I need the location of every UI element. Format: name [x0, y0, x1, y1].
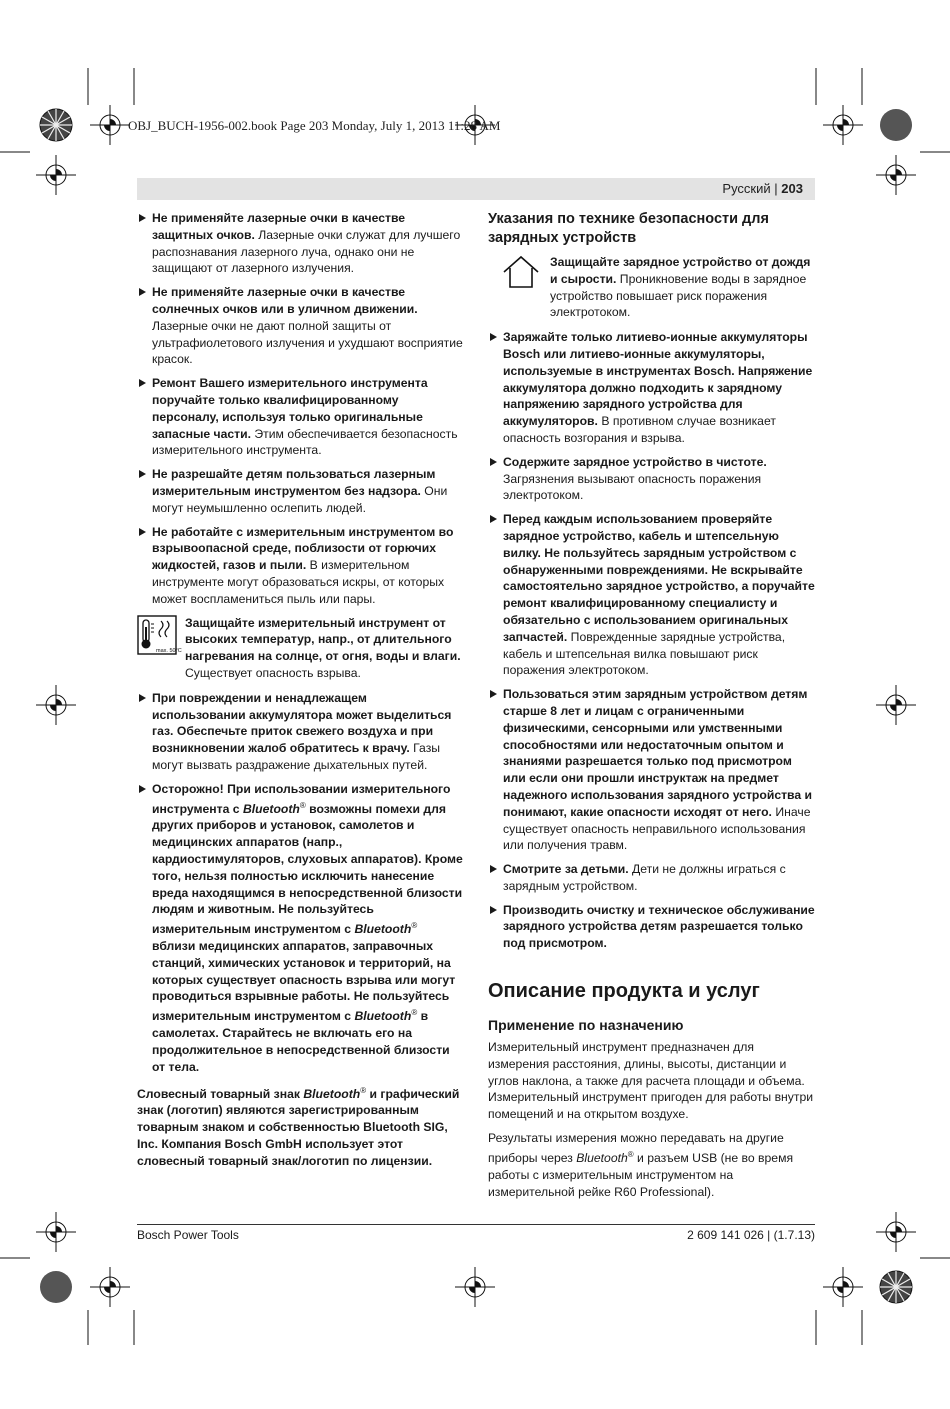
intended-use-title: Применение по назначению: [488, 1017, 684, 1034]
list-item: Осторожно! При использовании измерительного инструмента с Bluetooth® возможны помехи для других приборов и установок, самолетов и медицинских аппаратов (напр., кардиостимуляторов, слуховых аппаратов). Кроме того, нельзя полностью исключить нанесение вреда находящимся в непосредственной близости людям и животным. Не пользуйтесь измерительным инструментом с Bluetooth® вблизи медицинских аппаратов, заправочных станций, химических установок и территорий, на которых существует опасность взрыва или могут проводиться взрывные работы. Не пользуйтесь измерительным инструментом с Bluetooth® в самолетах. Старайтесь не включать его на продолжительное в непосредственной близости от тела.: [137, 781, 463, 1076]
temperature-warning: max. 50°C Защищайте измерительный инструмент от высоких температур, напр., от длительного нагревания на солнце, от огня, воды и влаги. Существует опасность взрыва.: [137, 615, 463, 682]
list-item: Ремонт Вашего измерительного инструмента поручайте только квалифицированному персоналу, используя только оригинальные запасные части. Этим обеспечивается безопасность измерительного инструмента.: [137, 375, 463, 459]
header-language: Русский: [722, 181, 771, 196]
list-item: При повреждении и ненадлежащем использовании аккумулятора может выделиться газ. Обеспечьте приток свежего воздуха и при возникновении жалоб обратитесь к врачу. Газы могут вызвать раздражение дыхательных путей.: [137, 690, 463, 774]
list-item: Производить очистку и техническое обслуживание зарядного устройства детям разрешается только под присмотром.: [488, 902, 815, 952]
footer-divider: [137, 1224, 815, 1225]
footer-brand: Bosch Power Tools: [137, 1228, 239, 1242]
product-description-title: Описание продукта и услуг: [488, 980, 760, 1003]
intended-use-text: Измерительный инструмент предназначен для измерения расстояния, длины, высоты, дистанции и углов наклона, а также для расчета площади и объема. Измерительный инструмент пригоден для работы внутри помещений и на открытом воздухе.: [488, 1040, 814, 1122]
list-item: Заряжайте только литиево-ионные аккумуляторы Bosch или литиево-ионные аккумуляторы, используемые в инструментах Bosch. Напряжение аккумулятора должно подходить к зарядному напряжению зарядного устройства для аккумуляторов. В противном случае возникает опасность возгорания и взрыва.: [488, 329, 815, 447]
house-icon: [502, 254, 540, 321]
list-item: Не применяйте лазерные очки в качестве защитных очков. Лазерные очки служат для лучшего распознавания лазерного луча, однако они не защищают от лазерного излучения.: [137, 210, 463, 277]
page-header: [137, 178, 815, 200]
charger-rain-warning: Защищайте зарядное устройство от дождя и сырости. Проникновение воды в зарядное устройство повышает риск поражения электротоком.: [488, 254, 815, 321]
list-item: Не разрешайте детям пользоваться лазерным измерительным инструментом без надзора. Они могут неумышленно ослепить людей.: [137, 466, 463, 516]
charger-safety-title: Указания по технике безопасности для зарядных устройств: [488, 211, 769, 246]
left-column: [137, 210, 463, 1176]
list-item: Пользоваться этим зарядным устройством детям старше 8 лет и лицам с ограниченными физическими, сенсорными или умственными способностями или недостаточным опытом и знаниями разрешается только под присмотром или если они прошли инструктаж на предмет надежного использования зарядного устройства и понимают, какие опасности исходят от него. Иначе существует опасность неправильного использования или получения травм.: [488, 686, 815, 854]
list-item: Перед каждым использованием проверяйте зарядное устройство, кабель и штепсельную вилку. Не пользуйтесь зарядным устройством с обнаруженными повреждениями. Не вскрывайте самостоятельно зарядное устройство, а поручайте ремонт квалифицированному специалисту и обязательно с использованием оригинальных запчастей. Поврежденные зарядные устройства, кабель и штепсельная вилка повышают риск поражения электротоком.: [488, 511, 815, 679]
thermometer-icon: [137, 615, 182, 682]
list-item: Не работайте с измерительным инструментом во взрывоопасной среде, поблизости от горючих жидкостей, газов и пыли. В измерительном инструменте могут образоваться искры, от которых может воспламениться пыль или пары.: [137, 524, 463, 608]
list-item: Смотрите за детьми. Дети не должны играться с зарядным устройством.: [488, 861, 815, 895]
header-page-number: 203: [781, 181, 803, 196]
book-info-line: OBJ_BUCH-1956-002.book Page 203 Monday, July 1, 2013 11:28 AM: [128, 118, 501, 133]
data-transfer-text: Результаты измерения можно передавать на другие приборы через Bluetooth® и разъем USB (не во время работы с измерительным инструментом на измерительной рейке R60 Professional).: [488, 1131, 794, 1199]
list-item: Не применяйте лазерные очки в качестве солнечных очков или в уличном движении. Лазерные очки не дают полной защиты от ультрафиолетового излучения и ухудшают восприятие красок.: [137, 284, 463, 368]
temperature-icon-label: max. 50°C: [156, 647, 182, 654]
right-column: [488, 210, 815, 1207]
list-item: Содержите зарядное устройство в чистоте. Загрязнения вызывают опасность поражения электротоком.: [488, 454, 815, 504]
trademark-notice: Словесный товарный знак Bluetooth® и графический знак (логотип) являются зарегистрированным товарным знаком и собственностью Bluetooth SIG, Inc. Компания Bosch GmbH использует этот словесный товарный знак/логотип по лицензии.: [137, 1085, 460, 1168]
footer-doc-number: 2 609 141 026 | (1.7.13): [687, 1228, 815, 1242]
header-separator: |: [774, 181, 778, 196]
